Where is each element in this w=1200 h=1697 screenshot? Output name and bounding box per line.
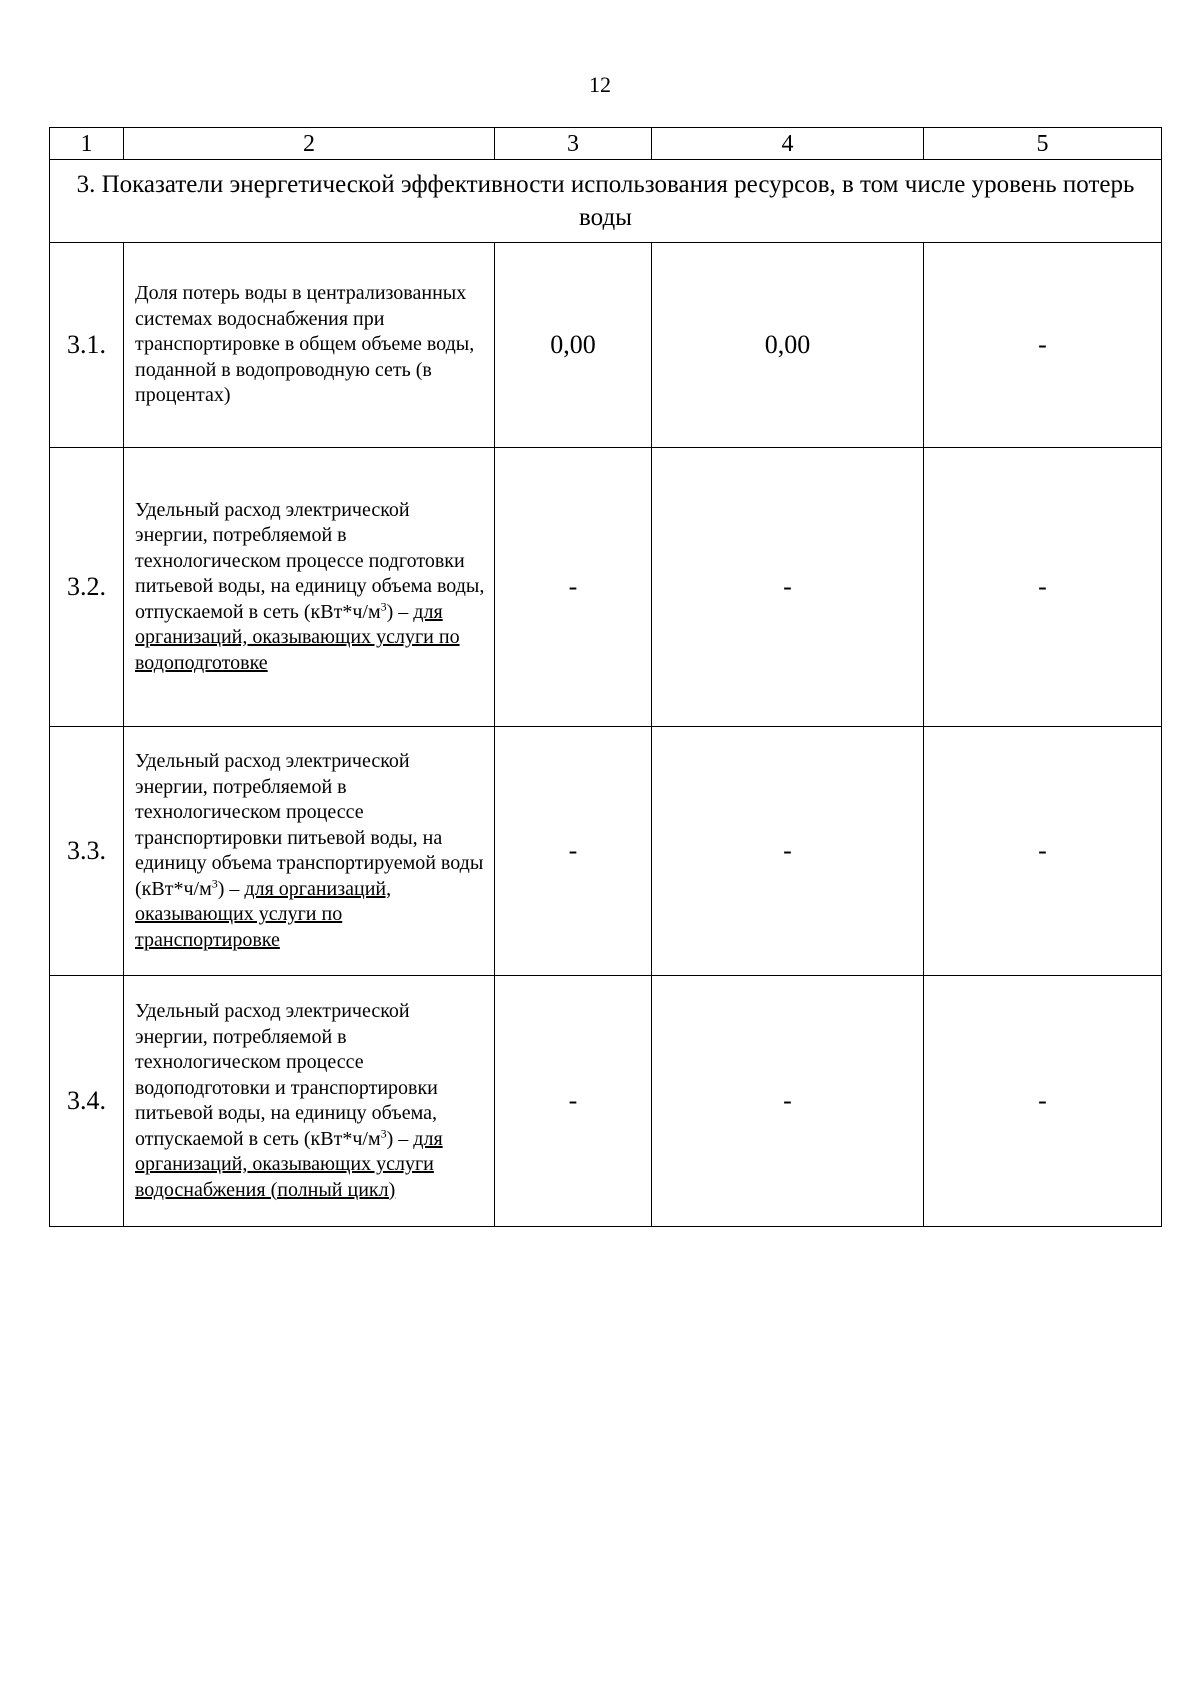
description-text: Удельный расход электрической энергии, потребляемой в технологическом процессе подготовки питьевой воды, на единицу объема воды, отпускаемой в сеть (кВт*ч/м: [135, 498, 485, 623]
superscript: 3: [380, 599, 387, 614]
row-value-col3: -: [495, 727, 652, 976]
description-dash: ) –: [386, 600, 414, 623]
row-value-col5: -: [924, 448, 1162, 727]
row-value-col3: -: [495, 976, 652, 1227]
page-number: 12: [589, 72, 611, 97]
row-description: [124, 727, 495, 976]
section-title: 3. Показатели энергетической эффективности использования ресурсов, в том числе уровень потерь воды: [50, 160, 1162, 243]
row-value-col4: -: [652, 976, 924, 1227]
column-header-3: 3: [495, 128, 652, 160]
row-value-col4: 0,00: [652, 243, 924, 448]
row-value-col3: -: [495, 448, 652, 727]
row-value-col5: -: [924, 727, 1162, 976]
row-value-col5: -: [924, 243, 1162, 448]
column-header-2: 2: [124, 128, 495, 160]
row-description: [124, 448, 495, 727]
row-value-col3: 0,00: [495, 243, 652, 448]
table-row: [50, 448, 1162, 727]
table-row: [50, 243, 1162, 448]
table-row: [50, 976, 1162, 1227]
description-text: Удельный расход электрической энергии, потребляемой в технологическом процессе водоподготовки и транспортировки питьевой воды, на единицу объема, отпускаемой в сеть (кВт*ч/м: [135, 1000, 438, 1150]
section-header-row: [50, 160, 1162, 243]
table-row: [50, 727, 1162, 976]
column-header-5: 5: [924, 128, 1162, 160]
underlined-note: для организаций, оказывающих услуги по водоподготовке: [135, 600, 460, 674]
column-header-1: 1: [50, 128, 124, 160]
description-text: Удельный расход электрической энергии, потребляемой в технологическом процессе транспортировки питьевой воды, на единицу объема транспортируемой воды (кВт*ч/м: [135, 750, 484, 900]
row-description: [124, 976, 495, 1227]
indicators-table: [49, 127, 1162, 1227]
description-dash: ) –: [386, 1127, 414, 1150]
underlined-note: для организаций, оказывающих услуги водоснабжения (полный цикл): [135, 1127, 443, 1201]
row-value-col5: -: [924, 976, 1162, 1227]
row-description: Доля потерь воды в централизованных системах водоснабжения при транспортировке в общем объеме воды, поданной в водопроводную сеть (в процентах): [124, 243, 495, 448]
row-value-col4: -: [652, 448, 924, 727]
superscript: 3: [380, 1125, 387, 1140]
row-number: 3.4.: [50, 976, 124, 1227]
row-number: 3.1.: [50, 243, 124, 448]
column-number-row: [50, 128, 1162, 160]
column-header-4: 4: [652, 128, 924, 160]
row-number: 3.2.: [50, 448, 124, 727]
underlined-note: для организаций, оказывающих услуги по транспортировке: [135, 877, 392, 951]
superscript: 3: [211, 875, 218, 890]
row-value-col4: -: [652, 727, 924, 976]
row-number: 3.3.: [50, 727, 124, 976]
description-dash: ) –: [217, 877, 245, 900]
